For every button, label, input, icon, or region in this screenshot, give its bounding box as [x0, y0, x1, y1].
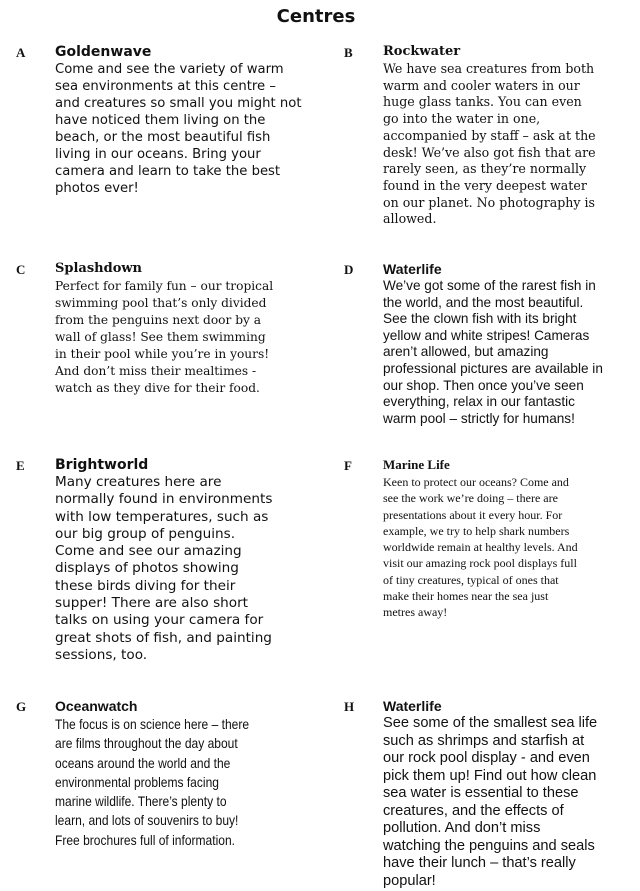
centre-letter: E — [16, 458, 25, 473]
description-line: displays of photos showing — [55, 560, 239, 577]
description-line: talks on using your camera for — [55, 612, 264, 629]
description-line: the world, and the most beautiful. — [383, 294, 584, 310]
description-line: huge glass tanks. You can even — [383, 94, 582, 110]
centre-name: Rockwater — [383, 44, 461, 59]
description-line: in their pool while you’re in yours! — [55, 347, 270, 361]
centre-description — [383, 715, 597, 890]
description-line: have their lunch – that’s really — [383, 855, 576, 871]
description-line: sea environments at this centre – — [55, 79, 276, 94]
centre-description — [383, 278, 603, 427]
description-line: watching the penguins and seals — [383, 837, 595, 854]
description-line: Free brochures full of information. — [55, 831, 236, 848]
description-line: See some of the smallest sea life — [383, 715, 598, 731]
description-line: Come and see our amazing — [55, 543, 242, 560]
description-line: metres away! — [383, 605, 448, 620]
centre-description — [55, 715, 249, 850]
centre-name: Brightworld — [55, 457, 149, 473]
description-line: marine wildlife. There’s plenty to — [55, 793, 227, 810]
description-line: And don’t miss their mealtimes - — [55, 364, 257, 378]
description-line: swimming pool that’s only divided — [55, 296, 267, 310]
centre-name: Oceanwatch — [55, 698, 138, 714]
centre-name: Marine Life — [383, 457, 450, 472]
description-line: rarely seen, as they’re normally — [383, 161, 587, 177]
centre-letter: C — [16, 262, 26, 277]
centre-description — [55, 61, 302, 197]
centre-name: Waterlife — [383, 698, 442, 714]
description-line: aren’t allowed, but amazing — [383, 344, 549, 360]
centre-letter: G — [16, 699, 27, 714]
description-line: normally found in environments — [55, 491, 273, 508]
description-line: We’ve got some of the rarest fish in — [383, 278, 596, 293]
description-line: Come and see the variety of warm — [55, 62, 284, 77]
description-line: of tiny creatures, typical of ones that — [383, 572, 559, 587]
centre-letter: D — [344, 262, 354, 277]
description-line: sea water is essential to these — [383, 785, 579, 801]
description-line: found in the very deepest water — [383, 177, 587, 193]
description-line: pick them up! Find out how clean — [383, 767, 597, 784]
centre-name: Splashdown — [55, 261, 143, 276]
description-line: our big group of penguins. — [55, 525, 236, 542]
description-line: example, we try to help shark numbers — [383, 523, 570, 538]
description-line: with low temperatures, such as — [55, 508, 269, 525]
description-line: are films throughout the day about — [55, 735, 238, 752]
description-line: oceans around the world and the — [55, 754, 231, 771]
centre-name: Waterlife — [383, 261, 442, 277]
description-line: living in our oceans. Bring your — [55, 147, 261, 162]
description-line: desk! We’ve also got fish that are — [383, 144, 596, 160]
description-line: from the penguins next door by a — [55, 313, 262, 327]
centre-description — [55, 278, 273, 397]
description-line: watch as they dive for their food. — [55, 381, 260, 395]
description-line: on our planet. No photography is — [383, 194, 596, 210]
description-line: We have sea creatures from both — [383, 61, 595, 76]
description-line: photos ever! — [55, 181, 139, 196]
description-line: warm pool – strictly for humans! — [383, 410, 575, 426]
centre-letter: A — [16, 45, 26, 60]
description-line: allowed. — [383, 211, 437, 227]
description-line: professional pictures are available in — [383, 360, 603, 376]
description-line: wall of glass! See them swimming — [55, 330, 266, 344]
centre-description — [55, 474, 272, 664]
page-title: Centres — [276, 6, 356, 27]
description-line: have noticed them living on the — [55, 113, 266, 128]
description-line: yellow and white stripes! Cameras — [383, 327, 590, 343]
description-line: go into the water in one, — [383, 111, 541, 127]
description-line: presentations about it every hour. For — [383, 507, 563, 522]
description-line: Many creatures here are — [55, 474, 222, 490]
description-line: camera and learn to take the best — [55, 164, 281, 179]
description-line: visit our amazing rock pool displays full — [383, 556, 577, 571]
description-line: these birds diving for their — [55, 577, 236, 594]
description-line: beach, or the most beautiful fish — [55, 130, 271, 145]
description-line: Keen to protect our oceans? Come and — [383, 475, 569, 489]
centre-letter: H — [344, 699, 355, 714]
centre-description — [383, 61, 596, 228]
description-line: pollution. And don’t miss — [383, 820, 541, 836]
description-line: supper! There are also short — [55, 595, 249, 612]
description-line: popular! — [383, 872, 436, 889]
description-line: our rock pool display - and even — [383, 750, 590, 766]
description-line: our shop. Then once you’ve seen — [383, 377, 584, 393]
description-line: worldwide remain at healthy levels. And — [383, 540, 578, 555]
description-line: such as shrimps and starfish at — [383, 732, 585, 749]
description-line: creatures, and the effects of — [383, 802, 564, 819]
description-line: great shots of fish, and painting — [55, 629, 272, 646]
description-line: accompanied by staff – ask at the — [383, 127, 596, 143]
description-line: The focus is on science here – there — [55, 716, 250, 732]
centre-letter: F — [344, 458, 352, 473]
description-line: Perfect for family fun – our tropical — [55, 279, 274, 293]
description-line: and creatures so small you might not — [55, 96, 302, 111]
centre-letter: B — [344, 45, 353, 60]
description-line: everything, relax in our fantastic — [383, 394, 575, 410]
description-line: learn, and lots of souvenirs to buy! — [55, 812, 239, 829]
description-line: make their homes near the sea just — [383, 589, 549, 604]
centre-description — [383, 474, 578, 621]
description-line: sessions, too. — [55, 646, 148, 663]
description-line: warm and cooler waters in our — [383, 77, 580, 93]
description-line: See the clown fish with its bright — [383, 311, 577, 327]
description-line: see the work we’re doing – there are — [383, 491, 558, 506]
description-line: environmental problems facing — [55, 773, 219, 790]
centre-name: Goldenwave — [55, 44, 152, 60]
